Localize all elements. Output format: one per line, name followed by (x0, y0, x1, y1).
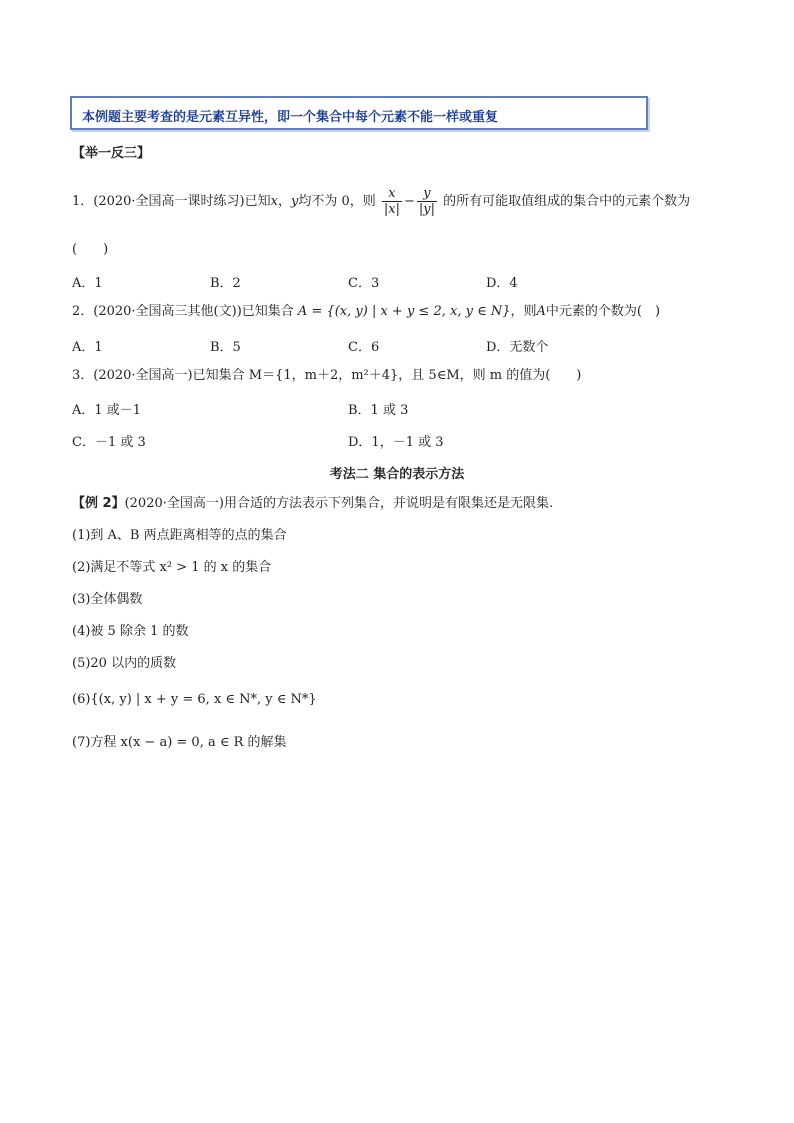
q1-stem (72, 186, 690, 217)
example2-item-3: (3)全体偶数 (72, 592, 143, 607)
example2-stem (72, 496, 553, 512)
q3-option-d: D．1，－1 或 3 (348, 435, 444, 450)
example2-item-5: (5)20 以内的质数 (72, 656, 177, 671)
q1-paren: ( ) (72, 242, 109, 257)
note-box (70, 96, 648, 130)
q2-text-a: 2．(2020·全国高三其他(文))已知集合 (72, 304, 294, 319)
q2-option-d: D．无数个 (486, 340, 549, 355)
q2-option-a: A．1 (72, 340, 103, 355)
q3-option-a: A．1 或－1 (72, 403, 142, 418)
q1-mid2: 均不为 0，则 (298, 194, 376, 209)
example2-tag: 【例 2】 (72, 496, 125, 511)
q3-option-b: B．1 或 3 (348, 403, 409, 418)
method-title: 考法二 集合的表示方法 (329, 467, 465, 482)
q1-minus: − (404, 194, 415, 209)
example2-item-6: (6){(x, y) | x + y = 6, x ∈ N*, y ∈ N*} (72, 692, 317, 707)
var-y: y (291, 194, 299, 209)
q1-option-c: C．3 (348, 276, 380, 291)
note-box-text: 本例题主要考查的是元素互异性，即一个集合中每个元素不能一样或重复 (82, 110, 499, 125)
q3-option-c: C．－1 或 3 (72, 435, 146, 450)
q2-option-b: B．5 (210, 340, 241, 355)
section-tag: 【举一反三】 (72, 146, 151, 161)
example2-item-1: (1)到 A、B 两点距离相等的点的集合 (72, 528, 287, 543)
q1-suffix: 的所有可能取值组成的集合中的元素个数为 (443, 194, 691, 209)
example2-item-7: (7)方程 x(x − a) = 0, a ∈ R 的解集 (72, 735, 287, 750)
example2-item-2: (2)满足不等式 x² > 1 的 x 的集合 (72, 560, 272, 575)
q1-option-d: D．4 (486, 276, 518, 291)
q1-mid1: ， (277, 194, 291, 209)
var-A: A (536, 304, 546, 319)
q1-prefix: 1．(2020·全国高一课时练习)已知 (72, 194, 271, 209)
q2-set: A = {(x, y) | x + y ≤ 2, x, y ∈ N} (297, 304, 511, 319)
q2-stem (72, 304, 660, 320)
var-x: x (270, 194, 278, 209)
example2-text: (2020·全国高一)用合适的方法表示下列集合，并说明是有限集还是无限集. (124, 496, 554, 511)
example2-item-4: (4)被 5 除余 1 的数 (72, 624, 189, 639)
q2-text-b: ，则 (510, 304, 537, 319)
q1-option-b: B．2 (210, 276, 241, 291)
q1-option-a: A．1 (72, 276, 103, 291)
fraction-x: $\frac{x}{|x|}$ (383, 186, 400, 217)
q2-text-c: 中元素的个数为( ) (545, 304, 661, 319)
q3-stem: 3．(2020·全国高一)已知集合 M＝{1，m＋2，m²＋4}，且 5∈M，则 m 的值为( ) (72, 368, 582, 383)
q2-option-c: C．6 (348, 340, 380, 355)
fraction-y: $\frac{y}{|y|}$ (418, 186, 436, 217)
